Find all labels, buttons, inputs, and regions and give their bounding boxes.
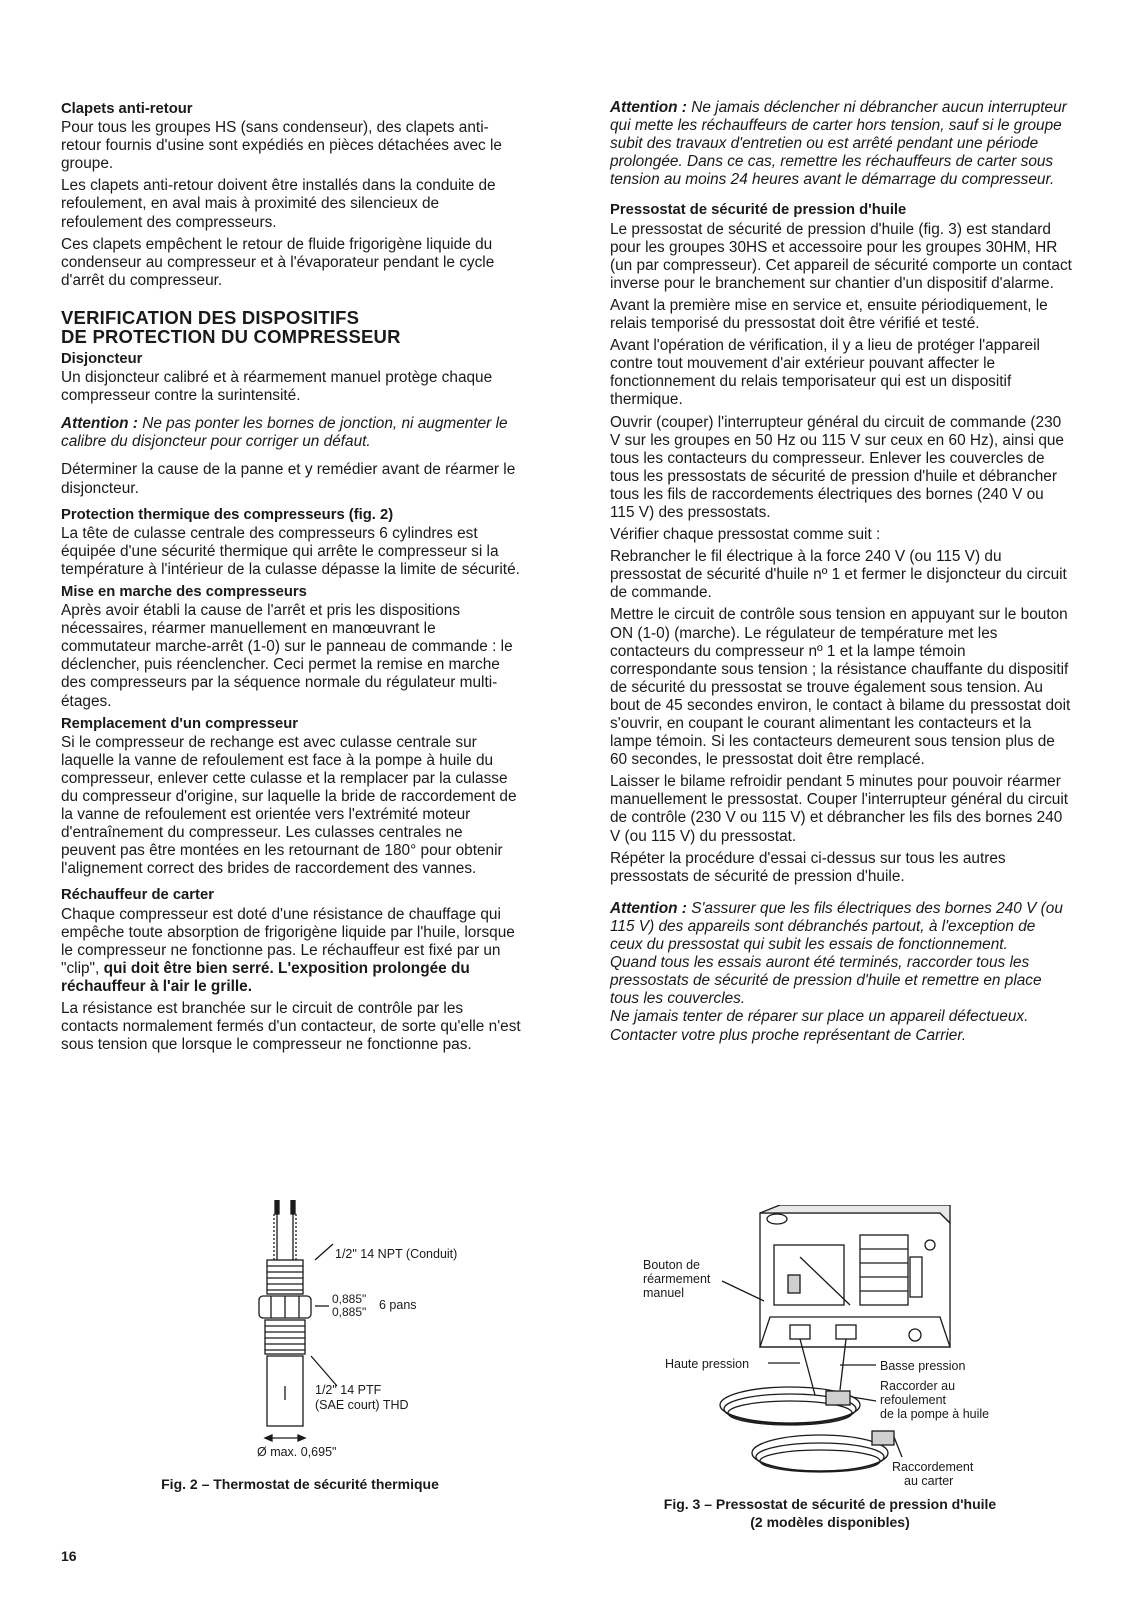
pressostat-paragraph-8: Laisser le bilame refroidir pendant 5 minutes pour pouvoir réarmer manuellement le pressostat. Couper l'interrupteur général du circuit de contrôle (230 V ou 115 V) et débrancher les fils des bornes 240 V (ou 115 V) du pressostat. (610, 773, 1069, 845)
rechauffeur-paragraph-2: La résistance est branchée sur le circuit de contrôle par les contacts normalement fermés d'un contacteur, de sorte qu'elle n'est sous tension que lorsque le compresseur ne fonctionne pas. (61, 1000, 521, 1054)
rechauffeur-heading: Réchauffeur de carter (61, 887, 214, 904)
fig2-label-npt: 1/2" 14 NPT (Conduit) (335, 1247, 458, 1261)
fig2-caption: Fig. 2 – Thermostat de sécurité thermique (161, 1476, 439, 1492)
pressostat-paragraph-4: Ouvrir (couper) l'interrupteur général du circuit de commande (230 V sur les groupes en 50 Hz ou 115 V sur ceux en 60 Hz), ainsi que tous les contacteurs du compresseur. Enlever les couvercles de tous les pressostats de sécurité de pression d'huile et débrancher tous les fils de raccordements électriques des bornes (240 V ou 115 V) des pressostats. (610, 413, 1064, 521)
fig3-label-bouton-3: manuel (643, 1286, 684, 1300)
remplacement-paragraph-1: Si le compresseur de rechange est avec culasse centrale sur laquelle la vanne de refoulement est face à la pompe à huile du compresseur, enlever cette culasse et la remplacer par la culasse du compresseur d'origine, sur laquelle la bride de raccordement de la vanne de refoulement est orientée vers l'extrémité moteur d'entraînement du compresseur. Les culasses centrales ne peuvent pas être montées en les retournant de 180° pour obtenir l'alignement correct des brides de raccordement des vannes. (61, 733, 517, 878)
fig3-label-bouton-1: Bouton de (643, 1258, 700, 1272)
fig2-label-ptf-1: 1/2" 14 PTF (315, 1383, 382, 1397)
protection-paragraph-1: La tête de culasse centrale des compresseurs 6 cylindres est équipée d'une sécurité thermique qui arrête le compresseur si la température à l'intérieur de la culasse dépasse la limite de sécurité. (61, 524, 520, 578)
fig3-label-bouton-2: réarmement (643, 1272, 711, 1286)
rechauffeur-bold-text: qui doit être bien serré. L'exposition prolongée du réchauffeur à l'air le grille. (61, 959, 470, 995)
clapets-heading: Clapets anti-retour (61, 101, 193, 117)
attention-2 (610, 900, 1072, 954)
clapets-paragraph-2: Les clapets anti-retour doivent être installés dans la conduite de refoulement, en aval mais à proximité des silencieux de refoulement des compresseurs. (61, 177, 496, 231)
fig3-label-raccorder-2: refoulement (880, 1393, 947, 1407)
fig3-label-basse: Basse pression (880, 1359, 966, 1373)
mise-heading: Mise en marche des compresseurs (61, 583, 307, 600)
disjoncteur-heading: Disjoncteur (61, 350, 143, 367)
fig3-label-haute: Haute pression (665, 1357, 750, 1371)
fig3-caption-line-2: (2 modèles disponibles) (750, 1514, 910, 1530)
rechauffeur-text: Chaque compresseur est doté d'une résistance de chauffage qui empêche toute absorption de frigorigène liquide par l'huile, lorsque le compresseur ne fonctionne pas. Le réchauffeur est fixé par un "clip", (61, 905, 515, 977)
mise-paragraph-1: Après avoir établi la cause de l'arrêt et pris les dispositions nécessaires, réarmer manuellement en manœuvrant le commutateur marche-arrêt (1-0) sur le panneau de commande : le déclencher, puis réenclencher. Ceci permet la remise en marche des compresseurs par la séquence normale du régulateur multi-étages. (61, 602, 513, 710)
fig3-caption-line-1: Fig. 3 – Pressostat de sécurité de pression d'huile (663, 1496, 997, 1512)
right-column (610, 99, 1072, 1049)
attention-2-paragraph-3: Ne jamais tenter de réparer sur place un appareil défectueux. Contacter votre plus proche représentant de Carrier. (610, 1008, 1029, 1044)
pressostat-paragraph-2: Avant la première mise en service et, ensuite périodiquement, le relais temporisé du pressostat doit être vérifié et testé. (610, 296, 1048, 333)
remplacement-heading: Remplacement d'un compresseur (61, 715, 299, 732)
section-title (61, 308, 521, 346)
protection-heading: Protection thermique des compresseurs (fig. 2) (61, 506, 394, 523)
disjoncteur-paragraph-1: Un disjoncteur calibré et à réarmement manuel protège chaque compresseur contre la surintensité. (61, 369, 493, 405)
attention-text: Ne pas ponter les bornes de jonction, ni augmenter le calibre du disjoncteur pour corriger un défaut. (61, 415, 508, 451)
pressostat-paragraph-7: Mettre le circuit de contrôle sous tension en appuyant sur le bouton ON (1-0) (marche). Le régulateur de température met les contacteurs du compresseur nº 1 et la lampe témoin correspondante sous tension ; la résistance chauffante du dispositif de sécurité du pressostat se trouve également sous tension. Au bout de 45 secondes environ, le contact à bilame du pressostat doit s'ouvrir, en coupant le courant alimentant les contacteurs et la lampe témoin. Si les contacteurs demeurent sous tension plus de 60 secondes, le pressostat doit être remplacé. (610, 606, 1071, 769)
fig3-label-raccorder-1: Raccorder au (880, 1379, 956, 1393)
disjoncteur-attention (61, 415, 521, 451)
clapets-paragraph-3: Ces clapets empêchent le retour de fluide frigorigène liquide du condenseur au compresseur et à l'évaporateur pendant le cycle d'arrêt du compresseur. (61, 235, 495, 289)
fig2-label-hex-c: 6 pans (379, 1298, 417, 1312)
fig3-pressostat-drawing (640, 1205, 1020, 1495)
pressostat-heading: Pressostat de sécurité de pression d'huile (610, 202, 907, 219)
fig2-label-ptf-2: (SAE court) THD (315, 1398, 409, 1412)
fig2-thermostat-drawing (245, 1200, 525, 1500)
fig2-label-diameter: Ø max. 0,695" (257, 1445, 337, 1459)
attention-2-label: Attention : (610, 899, 687, 917)
fig3-label-raccorder-3: de la pompe à huile (880, 1407, 990, 1421)
pressostat-paragraph-1: Le pressostat de sécurité de pression d'huile (fig. 3) est standard pour les groupes 30HS et accessoire pour les groupes 30HM, HR (un par compresseur). Cet appareil de sécurité comporte un contact inverse pour le branchement sur chantier d'un dispositif d'alarme. (610, 220, 1072, 292)
attention-1 (610, 99, 1072, 189)
rechauffeur-paragraph-1 (61, 906, 521, 996)
section-title-line-2: DE PROTECTION DU COMPRESSEUR (61, 325, 401, 347)
attention-1-label: Attention : (610, 99, 687, 116)
fig3-label-raccordement-2: au carter (904, 1474, 954, 1488)
pressostat-paragraph-9: Répéter la procédure d'essai ci-dessus sur tous les autres pressostats de sécurité de pression d'huile. (610, 849, 1006, 885)
disjoncteur-paragraph-2: Déterminer la cause de la panne et y remédier avant de réarmer le disjoncteur. (61, 461, 516, 497)
fig3-label-raccordement-1: Raccordement (892, 1460, 974, 1474)
fig2-label-hex-b: 0,885" (332, 1305, 367, 1319)
attention-2-paragraph-2: Quand tous les essais auront été terminés, raccorder tous les pressostats de sécurité de pression d'huile et remettre en place tous les couvercles. (610, 954, 1042, 1008)
attention-label: Attention : (61, 415, 138, 433)
fig2-label-hex-a: 0,885" (332, 1292, 367, 1306)
pressostat-paragraph-6: Rebrancher le fil électrique à la force 240 V (ou 115 V) du pressostat de sécurité d'huile nº 1 et fermer le disjoncteur du circuit de commande. (610, 548, 1067, 602)
section-title-line-1: VERIFICATION DES DISPOSITIFS (61, 306, 360, 328)
attention-1-text: Ne jamais déclencher ni débrancher aucun interrupteur qui mette les réchauffeurs de carter hors tension, sauf si le groupe subit des travaux d'entretien ou est arrêté pendant une période prolongée. Dans ce cas, remettre les réchauffeurs de carter sous tension au moins 24 heures avant le démarrage du compresseur. (610, 99, 1067, 189)
attention-2-text: S'assurer que les fils électriques des bornes 240 V (ou 115 V) des appareils sont débranchés partout, à l'exception de ceux du pressostat qui subit les essais de fonctionnement. (610, 899, 1063, 954)
pressostat-paragraph-3: Avant l'opération de vérification, il y a lieu de protéger l'appareil contre tout mouvement d'air extérieur pouvant affecter le fonctionnement du relais temporisateur qui est un dispositif thermique. (610, 337, 1040, 409)
pressostat-paragraph-5: Vérifier chaque pressostat comme suit : (610, 526, 881, 544)
left-column (61, 100, 521, 1058)
clapets-paragraph-1: Pour tous les groupes HS (sans condenseur), des clapets anti-retour fournis d'usine sont expédiés en pièces détachées avec le groupe. (61, 119, 502, 173)
page-number: 16 (61, 1548, 77, 1564)
fig3-caption (620, 1495, 1040, 1531)
